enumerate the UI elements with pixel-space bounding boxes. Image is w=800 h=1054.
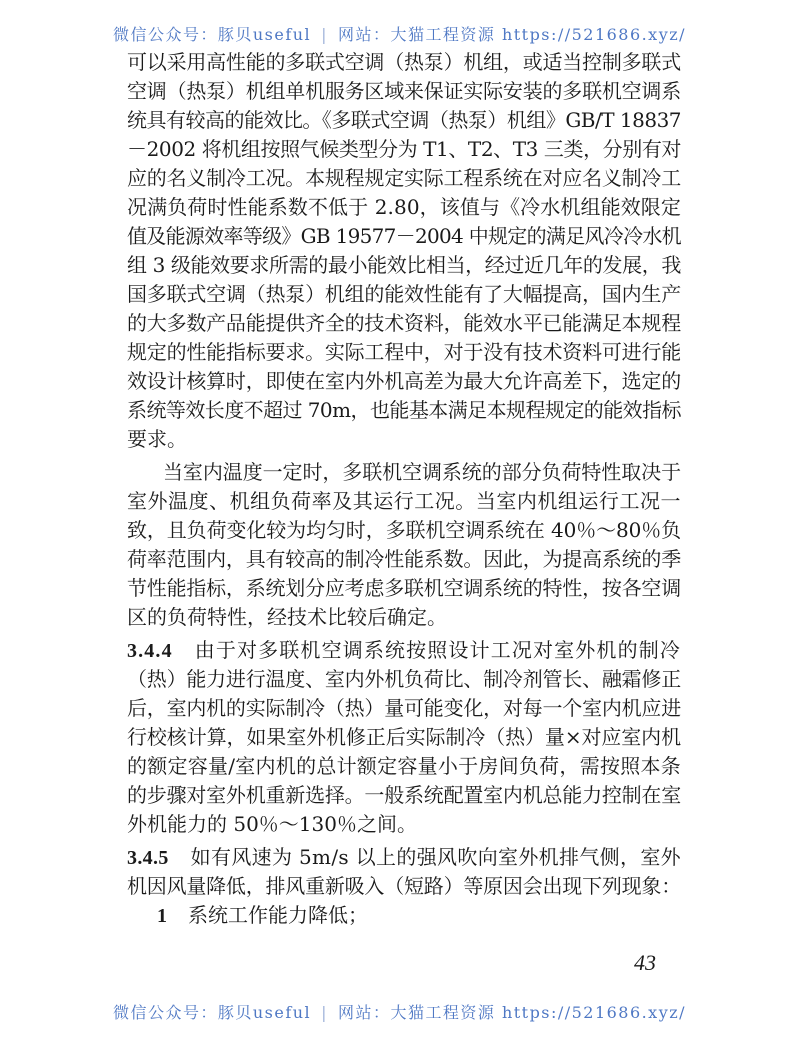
line-text: 规定的性能指标要求。实际工程中，对于没有技术资料可进行能 (127, 340, 682, 364)
text-line (127, 136, 681, 162)
section-number: 3.4.5 (127, 847, 169, 869)
text-line (127, 811, 417, 837)
watermark-header (113, 25, 686, 45)
text-line (127, 517, 681, 543)
line-text: 如有风速为 5m/s 以上的强风吹向室外机排气侧，室外 (190, 845, 681, 869)
watermark-separator: | (321, 25, 329, 44)
item-number: 1 (157, 905, 167, 927)
line-text: 况满负荷时性能系数不低于 2.80，该值与《冷水机组能效限定 (127, 195, 682, 219)
section-line (127, 637, 681, 663)
line-text: 应的名义制冷工况。本规程规定实际工程系统在对应名义制冷工 (127, 166, 682, 190)
line-text: 节性能指标，系统划分应考虑多联机空调系统的特性，按各空调 (127, 576, 682, 600)
line-text: 国多联式空调（热泵）机组的能效性能有了大幅提高，国内生产 (127, 282, 682, 306)
text-line (127, 252, 681, 278)
line-text: 系统工作能力降低； (188, 903, 368, 927)
text-line (127, 107, 681, 133)
line-text: 统具有较高的能效比。《多联式空调（热泵）机组》GB/T 18837 (127, 108, 682, 132)
line-text: 组 3 级能效要求所需的最小能效比相当，经过近几年的发展，我 (127, 253, 681, 277)
line-text: 区的负荷特性，经技术比较后确定。 (127, 605, 447, 629)
text-line (127, 368, 681, 394)
line-text: 致，且负荷变化较为均匀时，多联机空调系统在 40％～80％负 (127, 518, 681, 542)
text-line (127, 78, 681, 104)
text-line (127, 604, 447, 630)
line-text: 要求。 (127, 427, 187, 451)
watermark-site: 网站：大猫工程资源 https://521686.xyz/ (338, 25, 687, 44)
text-line (127, 873, 681, 899)
text-line (163, 459, 681, 485)
line-text: 后，室内机的实际制冷（热）量可能变化，对每一个室内机应进 (127, 696, 682, 720)
watermark-separator: | (321, 1003, 329, 1022)
text-line (127, 165, 681, 191)
line-text: 的大多数产品能提供齐全的技术资料，能效水平已能满足本规程 (127, 311, 682, 335)
line-text: 系统等效长度不超过 70m，也能基本满足本规程规定的能效指标 (127, 398, 682, 422)
text-line (127, 488, 681, 514)
section-line (127, 844, 681, 870)
section-number: 3.4.4 (127, 640, 173, 662)
line-text: 值及能源效率等级》GB 19577－2004 中规定的满足风冷冷水机 (127, 224, 681, 248)
page-number: 43 (634, 950, 656, 975)
watermark-wechat: 微信公众号：豚贝useful (113, 25, 312, 44)
text-line (127, 223, 681, 249)
text-line (127, 575, 681, 601)
line-text: 的步骤对室外机重新选择。一般系统配置室内机总能力控制在室 (127, 783, 682, 807)
line-text: 由于对多联机空调系统按照设计工况对室外机的制冷 (194, 638, 682, 662)
line-text: 荷率范围内，具有较高的制冷性能系数。因此，为提高系统的季 (127, 547, 682, 571)
line-text: 的额定容量/室内机的总计额定容量小于房间负荷，需按照本条 (127, 754, 681, 778)
text-line (127, 426, 187, 452)
line-text: 机因风量降低，排风重新吸入（短路）等原因会出现下列现象： (127, 874, 682, 898)
watermark-footer (113, 1003, 686, 1023)
text-line (127, 339, 681, 365)
text-line (127, 695, 681, 721)
text-line (127, 782, 681, 808)
watermark-site: 网站：大猫工程资源 https://521686.xyz/ (338, 1003, 687, 1022)
text-line (127, 281, 681, 307)
line-text: （热）能力进行温度、室内外机负荷比、制冷剂管长、融霜修正 (127, 667, 682, 691)
text-line (127, 397, 681, 423)
text-line (127, 49, 681, 75)
text-line (127, 194, 681, 220)
line-text: 可以采用高性能的多联式空调（热泵）机组，或适当控制多联式 (127, 50, 682, 74)
line-text: 当室内温度一定时，多联机空调系统的部分负荷特性取决于 (163, 460, 681, 484)
line-text: 行校核计算，如果室外机修正后实际制冷（热）量×对应室内机 (127, 725, 681, 749)
text-line (127, 546, 681, 572)
line-text: 空调（热泵）机组单机服务区域来保证实际安装的多联机空调系 (127, 79, 682, 103)
text-line (127, 666, 681, 692)
section-line (157, 902, 368, 928)
line-text: 室外温度、机组负荷率及其运行工况。当室内机组运行工况一 (127, 489, 682, 513)
text-line (127, 724, 681, 750)
line-text: 效设计核算时，即使在室内外机高差为最大允许高差下，选定的 (127, 369, 682, 393)
text-line (127, 310, 681, 336)
text-line (127, 753, 681, 779)
line-text: 外机能力的 50％～130％之间。 (127, 812, 417, 836)
watermark-wechat: 微信公众号：豚贝useful (113, 1003, 312, 1022)
line-text: －2002 将机组按照气候类型分为 T1、T2、T3 三类，分别有对 (127, 137, 681, 161)
